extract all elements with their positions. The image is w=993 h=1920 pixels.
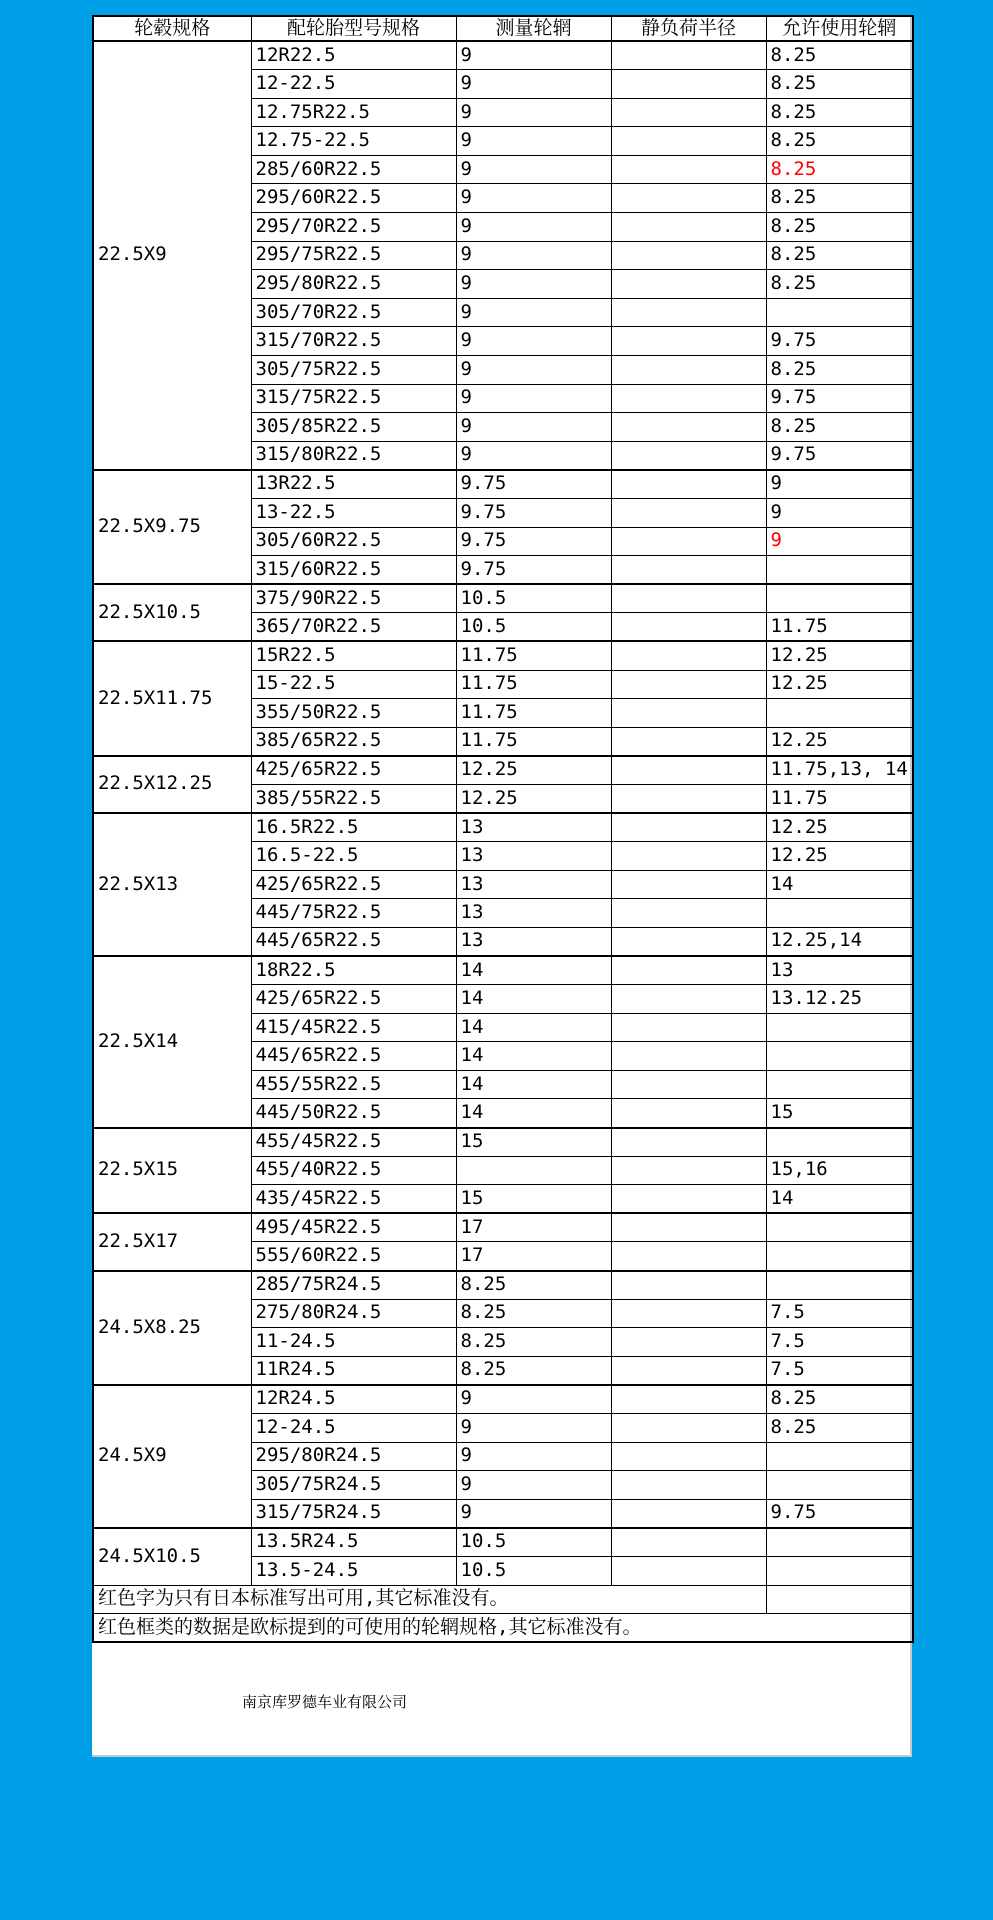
table-body [93, 41, 913, 1585]
tire-model-cell: 385/65R22.5 [251, 727, 456, 756]
measure-rim-cell: 9 [456, 1442, 611, 1471]
tire-model-cell: 455/45R22.5 [251, 1128, 456, 1157]
static-load-radius-cell [611, 985, 766, 1014]
note-red-text: 红色字为只有日本标准写出可用,其它标准没有。 [93, 1585, 766, 1614]
static-load-radius-cell [611, 1099, 766, 1128]
tire-model-cell: 12-24.5 [251, 1414, 456, 1443]
allowed-rim-cell: 9 [766, 527, 913, 556]
allowed-rim-cell: 11.75 [766, 613, 913, 642]
static-load-radius-cell [611, 756, 766, 785]
tire-model-cell: 455/40R22.5 [251, 1156, 456, 1185]
measure-rim-cell: 12.25 [456, 756, 611, 785]
tire-model-cell: 18R22.5 [251, 956, 456, 985]
allowed-rim-cell [766, 699, 913, 728]
tire-model-cell: 13-22.5 [251, 499, 456, 528]
tire-model-cell: 295/80R22.5 [251, 270, 456, 299]
static-load-radius-cell [611, 1242, 766, 1271]
static-load-radius-cell [611, 1328, 766, 1357]
measure-rim-cell: 14 [456, 956, 611, 985]
tire-model-cell: 12-22.5 [251, 70, 456, 99]
measure-rim-cell: 10.5 [456, 584, 611, 613]
tire-model-cell: 455/55R22.5 [251, 1070, 456, 1099]
tire-model-cell: 315/70R22.5 [251, 327, 456, 356]
allowed-rim-cell [766, 298, 913, 327]
hub-spec-cell: 24.5X10.5 [93, 1528, 251, 1585]
tire-model-cell: 295/70R22.5 [251, 213, 456, 242]
static-load-radius-cell [611, 1471, 766, 1500]
table-row [93, 1213, 913, 1242]
allowed-rim-cell: 8.25 [766, 241, 913, 270]
static-load-radius-cell [611, 1556, 766, 1585]
measure-rim-cell: 17 [456, 1242, 611, 1271]
tire-model-cell: 15-22.5 [251, 670, 456, 699]
measure-rim-cell: 9 [456, 241, 611, 270]
measure-rim-cell: 9 [456, 1385, 611, 1414]
measure-rim-cell: 10.5 [456, 1556, 611, 1585]
measure-rim-cell: 11.75 [456, 727, 611, 756]
static-load-radius-cell [611, 1070, 766, 1099]
allowed-rim-cell: 9 [766, 470, 913, 499]
measure-rim-cell: 9 [456, 70, 611, 99]
table-row [93, 1385, 913, 1414]
static-load-radius-cell [611, 556, 766, 585]
table-row [93, 756, 913, 785]
measure-rim-cell: 9 [456, 270, 611, 299]
table-row [93, 1528, 913, 1557]
tire-model-cell: 495/45R22.5 [251, 1213, 456, 1242]
tire-model-cell: 285/75R24.5 [251, 1271, 456, 1300]
measure-rim-cell: 9 [456, 1499, 611, 1528]
tire-model-cell: 12R24.5 [251, 1385, 456, 1414]
hub-spec-cell: 22.5X13 [93, 813, 251, 956]
allowed-rim-cell [766, 584, 913, 613]
static-load-radius-cell [611, 956, 766, 985]
hub-spec-cell: 22.5X12.25 [93, 756, 251, 813]
tire-model-cell: 425/65R22.5 [251, 870, 456, 899]
allowed-rim-cell: 7.5 [766, 1356, 913, 1385]
table-row [93, 1128, 913, 1157]
header-static-load-radius: 静负荷半径 [611, 16, 766, 41]
measure-rim-cell: 9 [456, 441, 611, 470]
measure-rim-cell: 13 [456, 870, 611, 899]
static-load-radius-cell [611, 356, 766, 385]
allowed-rim-cell: 8.25 [766, 41, 913, 70]
static-load-radius-cell [611, 155, 766, 184]
allowed-rim-cell: 15 [766, 1099, 913, 1128]
allowed-rim-cell: 8.25 [766, 155, 913, 184]
measure-rim-cell: 11.75 [456, 641, 611, 670]
tire-model-cell: 15R22.5 [251, 641, 456, 670]
header-allowed-rim: 允许使用轮辋 [766, 16, 913, 41]
allowed-rim-cell: 12.25 [766, 670, 913, 699]
measure-rim-cell: 14 [456, 1042, 611, 1071]
allowed-rim-cell: 12.25 [766, 727, 913, 756]
allowed-rim-cell [766, 556, 913, 585]
static-load-radius-cell [611, 413, 766, 442]
static-load-radius-cell [611, 813, 766, 842]
static-load-radius-cell [611, 1013, 766, 1042]
allowed-rim-cell: 8.25 [766, 213, 913, 242]
measure-rim-cell: 15 [456, 1128, 611, 1157]
allowed-rim-cell: 8.25 [766, 413, 913, 442]
static-load-radius-cell [611, 384, 766, 413]
tire-model-cell: 445/75R22.5 [251, 899, 456, 928]
measure-rim-cell: 11.75 [456, 670, 611, 699]
hub-spec-cell: 22.5X17 [93, 1213, 251, 1270]
allowed-rim-cell: 9.75 [766, 384, 913, 413]
tire-model-cell: 315/80R22.5 [251, 441, 456, 470]
allowed-rim-cell: 11.75,13, 14 [766, 756, 913, 785]
static-load-radius-cell [611, 1385, 766, 1414]
tire-model-cell: 295/80R24.5 [251, 1442, 456, 1471]
measure-rim-cell: 9 [456, 356, 611, 385]
note-row-1-empty-cell [766, 1585, 913, 1614]
measure-rim-cell: 8.25 [456, 1299, 611, 1328]
measure-rim-cell: 11.75 [456, 699, 611, 728]
static-load-radius-cell [611, 41, 766, 70]
tire-model-cell: 305/85R22.5 [251, 413, 456, 442]
tire-model-cell: 16.5R22.5 [251, 813, 456, 842]
static-load-radius-cell [611, 1213, 766, 1242]
tire-model-cell: 425/65R22.5 [251, 756, 456, 785]
static-load-radius-cell [611, 727, 766, 756]
measure-rim-cell: 8.25 [456, 1271, 611, 1300]
allowed-rim-cell: 7.5 [766, 1328, 913, 1357]
static-load-radius-cell [611, 327, 766, 356]
tire-model-cell: 365/70R22.5 [251, 613, 456, 642]
static-load-radius-cell [611, 270, 766, 299]
header-hub-spec: 轮毂规格 [93, 16, 251, 41]
allowed-rim-cell: 15,16 [766, 1156, 913, 1185]
tire-model-cell: 385/55R22.5 [251, 784, 456, 813]
static-load-radius-cell [611, 899, 766, 928]
tire-model-cell: 315/75R24.5 [251, 1499, 456, 1528]
allowed-rim-cell: 7.5 [766, 1299, 913, 1328]
static-load-radius-cell [611, 98, 766, 127]
tire-model-cell: 415/45R22.5 [251, 1013, 456, 1042]
allowed-rim-cell [766, 1242, 913, 1271]
allowed-rim-cell [766, 1128, 913, 1157]
company-name: 南京库罗德车业有限公司 [242, 1693, 408, 1712]
measure-rim-cell: 9 [456, 327, 611, 356]
allowed-rim-cell [766, 1471, 913, 1500]
tire-model-cell: 13.5R24.5 [251, 1528, 456, 1557]
allowed-rim-cell: 8.25 [766, 356, 913, 385]
tire-model-cell: 13R22.5 [251, 470, 456, 499]
table-row [93, 956, 913, 985]
static-load-radius-cell [611, 1356, 766, 1385]
allowed-rim-cell [766, 1213, 913, 1242]
allowed-rim-cell: 8.25 [766, 127, 913, 156]
static-load-radius-cell [611, 241, 766, 270]
table-row [93, 41, 913, 70]
allowed-rim-cell [766, 1013, 913, 1042]
tire-model-cell: 305/75R22.5 [251, 356, 456, 385]
measure-rim-cell: 12.25 [456, 784, 611, 813]
table-row [93, 584, 913, 613]
static-load-radius-cell [611, 298, 766, 327]
allowed-rim-cell: 13.12.25 [766, 985, 913, 1014]
static-load-radius-cell [611, 70, 766, 99]
measure-rim-cell: 9 [456, 98, 611, 127]
allowed-rim-cell: 12.25 [766, 641, 913, 670]
tire-model-cell: 12R22.5 [251, 41, 456, 70]
allowed-rim-cell: 14 [766, 870, 913, 899]
tire-model-cell: 305/60R22.5 [251, 527, 456, 556]
allowed-rim-cell: 9.75 [766, 1499, 913, 1528]
tire-model-cell: 315/75R22.5 [251, 384, 456, 413]
static-load-radius-cell [611, 1442, 766, 1471]
static-load-radius-cell [611, 213, 766, 242]
tire-model-cell: 315/60R22.5 [251, 556, 456, 585]
header-measure-rim: 测量轮辋 [456, 16, 611, 41]
measure-rim-cell: 10.5 [456, 613, 611, 642]
tire-model-cell: 375/90R22.5 [251, 584, 456, 613]
measure-rim-cell: 9 [456, 41, 611, 70]
measure-rim-cell: 14 [456, 1099, 611, 1128]
tire-model-cell: 555/60R22.5 [251, 1242, 456, 1271]
static-load-radius-cell [611, 670, 766, 699]
static-load-radius-cell [611, 441, 766, 470]
hub-spec-cell: 22.5X10.5 [93, 584, 251, 641]
measure-rim-cell: 9 [456, 413, 611, 442]
tire-model-cell: 295/75R22.5 [251, 241, 456, 270]
tire-model-cell: 445/65R22.5 [251, 1042, 456, 1071]
allowed-rim-cell: 8.25 [766, 184, 913, 213]
measure-rim-cell: 17 [456, 1213, 611, 1242]
static-load-radius-cell [611, 1042, 766, 1071]
static-load-radius-cell [611, 1185, 766, 1214]
tire-model-cell: 295/60R22.5 [251, 184, 456, 213]
measure-rim-cell: 8.25 [456, 1328, 611, 1357]
static-load-radius-cell [611, 1499, 766, 1528]
allowed-rim-cell [766, 1442, 913, 1471]
allowed-rim-cell: 8.25 [766, 98, 913, 127]
measure-rim-cell: 13 [456, 927, 611, 956]
hub-spec-cell: 22.5X9 [93, 41, 251, 470]
allowed-rim-cell: 12.25 [766, 842, 913, 871]
allowed-rim-cell: 8.25 [766, 1385, 913, 1414]
static-load-radius-cell [611, 641, 766, 670]
tire-model-cell: 445/65R22.5 [251, 927, 456, 956]
static-load-radius-cell [611, 499, 766, 528]
measure-rim-cell: 9 [456, 155, 611, 184]
measure-rim-cell: 14 [456, 1013, 611, 1042]
static-load-radius-cell [611, 184, 766, 213]
allowed-rim-cell: 9 [766, 499, 913, 528]
hub-spec-cell: 22.5X9.75 [93, 470, 251, 584]
tire-model-cell: 11R24.5 [251, 1356, 456, 1385]
allowed-rim-cell: 12.25,14 [766, 927, 913, 956]
static-load-radius-cell [611, 784, 766, 813]
static-load-radius-cell [611, 470, 766, 499]
allowed-rim-cell: 12.25 [766, 813, 913, 842]
measure-rim-cell: 9.75 [456, 527, 611, 556]
measure-rim-cell: 9 [456, 127, 611, 156]
measure-rim-cell: 9 [456, 1471, 611, 1500]
allowed-rim-cell: 9.75 [766, 441, 913, 470]
measure-rim-cell: 14 [456, 985, 611, 1014]
allowed-rim-cell [766, 1042, 913, 1071]
tire-model-cell: 435/45R22.5 [251, 1185, 456, 1214]
measure-rim-cell: 15 [456, 1185, 611, 1214]
measure-rim-cell: 9 [456, 1414, 611, 1443]
allowed-rim-cell: 8.25 [766, 270, 913, 299]
measure-rim-cell: 9 [456, 384, 611, 413]
header-row [93, 16, 913, 41]
measure-rim-cell: 9 [456, 184, 611, 213]
hub-spec-cell: 22.5X15 [93, 1128, 251, 1214]
measure-rim-cell: 13 [456, 813, 611, 842]
hub-spec-cell: 22.5X14 [93, 956, 251, 1128]
header-tire-model: 配轮胎型号规格 [251, 16, 456, 41]
static-load-radius-cell [611, 1299, 766, 1328]
allowed-rim-cell: 8.25 [766, 70, 913, 99]
static-load-radius-cell [611, 870, 766, 899]
tire-model-cell: 445/50R22.5 [251, 1099, 456, 1128]
tire-model-cell: 12.75-22.5 [251, 127, 456, 156]
measure-rim-cell: 13 [456, 899, 611, 928]
static-load-radius-cell [611, 613, 766, 642]
tire-model-cell: 355/50R22.5 [251, 699, 456, 728]
measure-rim-cell: 10.5 [456, 1528, 611, 1557]
measure-rim-cell: 9 [456, 298, 611, 327]
static-load-radius-cell [611, 127, 766, 156]
static-load-radius-cell [611, 1156, 766, 1185]
table-row [93, 813, 913, 842]
measure-rim-cell [456, 1156, 611, 1185]
allowed-rim-cell [766, 899, 913, 928]
hub-spec-cell: 22.5X11.75 [93, 641, 251, 755]
note-row-2 [93, 1614, 913, 1643]
tire-model-cell: 425/65R22.5 [251, 985, 456, 1014]
allowed-rim-cell: 8.25 [766, 1414, 913, 1443]
allowed-rim-cell: 9.75 [766, 327, 913, 356]
spec-table [92, 15, 914, 1643]
static-load-radius-cell [611, 927, 766, 956]
measure-rim-cell: 8.25 [456, 1356, 611, 1385]
note-row-1 [93, 1585, 913, 1614]
static-load-radius-cell [611, 584, 766, 613]
measure-rim-cell: 13 [456, 842, 611, 871]
hub-spec-cell: 24.5X9 [93, 1385, 251, 1528]
tire-model-cell: 305/75R24.5 [251, 1471, 456, 1500]
static-load-radius-cell [611, 842, 766, 871]
hub-spec-cell: 24.5X8.25 [93, 1271, 251, 1385]
table-row [93, 1271, 913, 1300]
static-load-radius-cell [611, 527, 766, 556]
measure-rim-cell: 9.75 [456, 556, 611, 585]
table-row [93, 470, 913, 499]
tire-model-cell: 275/80R24.5 [251, 1299, 456, 1328]
measure-rim-cell: 9.75 [456, 499, 611, 528]
tire-model-cell: 12.75R22.5 [251, 98, 456, 127]
tire-model-cell: 13.5-24.5 [251, 1556, 456, 1585]
static-load-radius-cell [611, 1271, 766, 1300]
spreadsheet-area [92, 15, 912, 1757]
tire-model-cell: 285/60R22.5 [251, 155, 456, 184]
allowed-rim-cell: 13 [766, 956, 913, 985]
measure-rim-cell: 9.75 [456, 470, 611, 499]
static-load-radius-cell [611, 699, 766, 728]
allowed-rim-cell: 14 [766, 1185, 913, 1214]
measure-rim-cell: 9 [456, 213, 611, 242]
allowed-rim-cell [766, 1528, 913, 1557]
allowed-rim-cell [766, 1556, 913, 1585]
allowed-rim-cell: 11.75 [766, 784, 913, 813]
table-row [93, 641, 913, 670]
allowed-rim-cell [766, 1271, 913, 1300]
measure-rim-cell: 14 [456, 1070, 611, 1099]
allowed-rim-cell [766, 1070, 913, 1099]
note-red-frame: 红色框类的数据是欧标提到的可使用的轮辋规格,其它标准没有。 [93, 1614, 913, 1643]
tire-model-cell: 16.5-22.5 [251, 842, 456, 871]
tire-model-cell: 11-24.5 [251, 1328, 456, 1357]
static-load-radius-cell [611, 1414, 766, 1443]
tire-model-cell: 305/70R22.5 [251, 298, 456, 327]
static-load-radius-cell [611, 1528, 766, 1557]
static-load-radius-cell [611, 1128, 766, 1157]
